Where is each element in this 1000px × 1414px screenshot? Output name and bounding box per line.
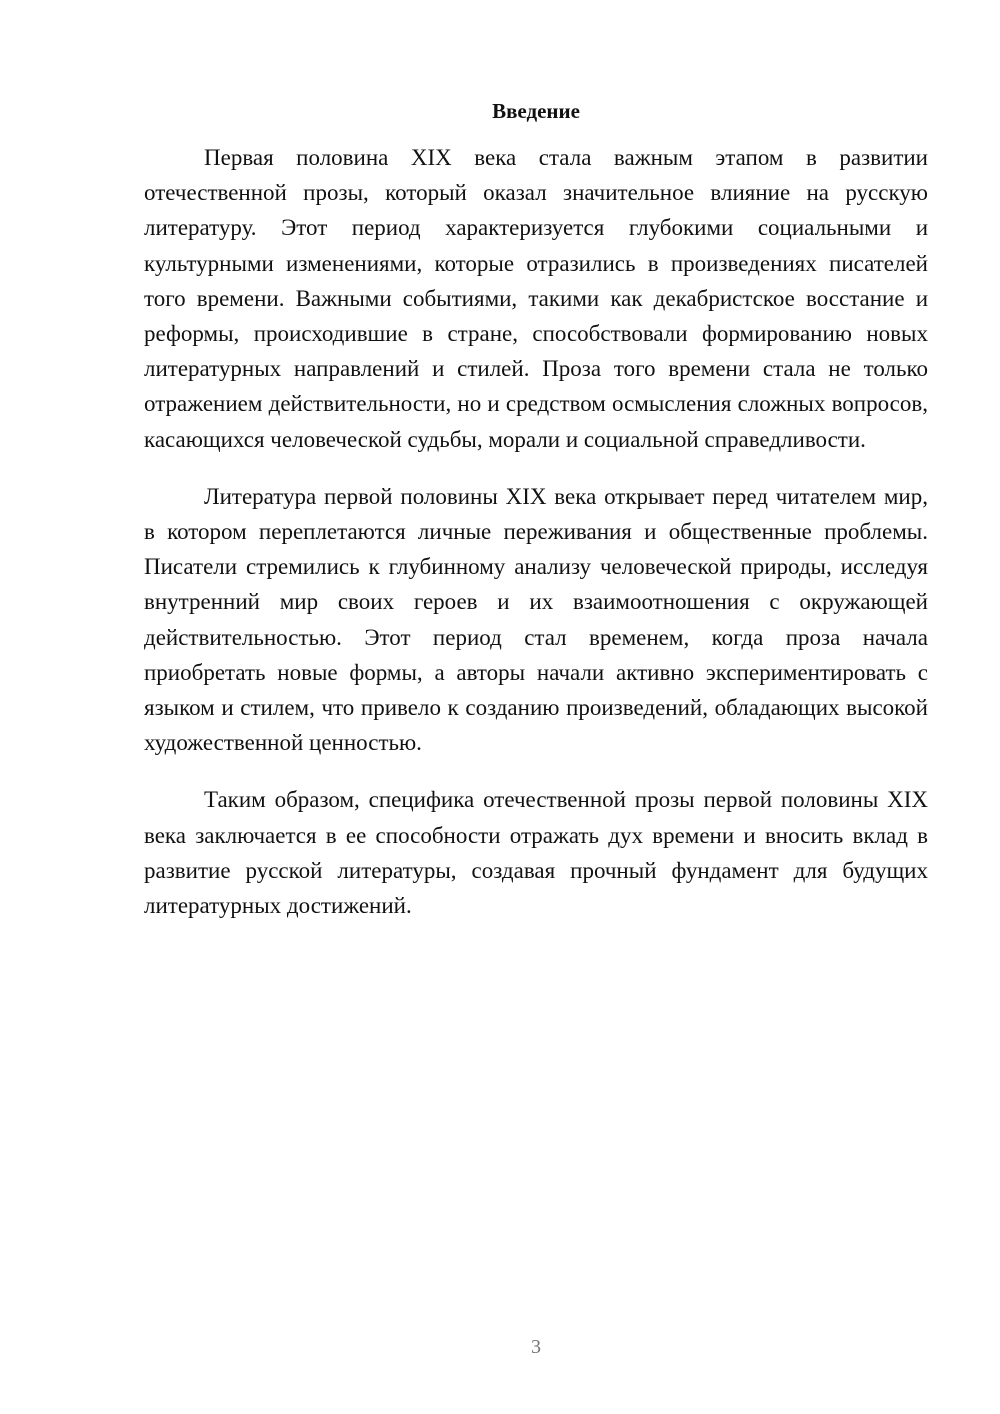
page-number: 3 — [531, 1336, 541, 1358]
paragraph-1: Первая половина XIX века стала важным этапом в развитии отечественной прозы, который оказал значительное влияние на русскую литературу. Этот период характеризуется глубокими социальными и культурными изменениями, которые отразились в произведениях писателей того времени. Важными событиями, такими как декабристское восстание и реформы, происходившие в стране, способствовали формированию новых литературных направлений и стилей. Проза того времени стала не только отражением действительности, но и средством осмысления сложных вопросов, касающихся человеческой судьбы, морали и социальной справедливости. — [144, 145, 928, 452]
paragraph-2: Литература первой половины XIX века открывает перед читателем мир, в котором переплетаются личные переживания и общественные проблемы. Писатели стремились к глубинному анализу человеческой природы, исследуя внутренний мир своих героев и их взаимоотношения с окружающей действительностью. Этот период стал временем, когда проза начала приобретать новые формы, а авторы начали активно экспериментировать с языком и стилем, что привело к созданию произведений, обладающих высокой художественной ценностью. — [144, 483, 928, 756]
paragraph-3: Таким образом, специфика отечественной прозы первой половины XIX века заключается в ее способности отражать дух времени и вносить вклад в развитие русской литературы, создавая прочный фундамент для будущих литературных достижений. — [144, 787, 928, 919]
section-title: Введение — [492, 99, 580, 123]
page-content — [144, 96, 928, 945]
